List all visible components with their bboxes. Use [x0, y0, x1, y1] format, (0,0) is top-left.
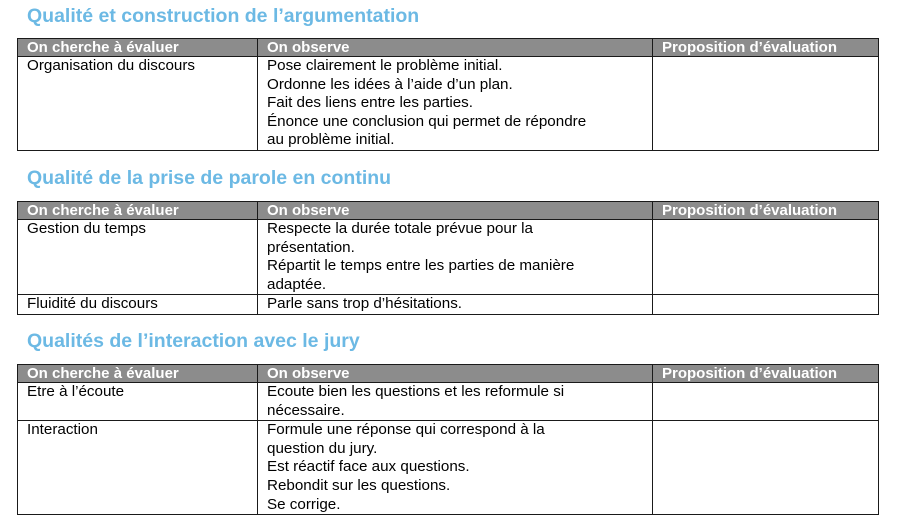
header-criterion: On cherche à évaluer [18, 202, 258, 220]
observation-cell [258, 220, 653, 295]
header-observation: On observe [258, 39, 653, 57]
criterion-cell: Etre à l’écoute [18, 383, 258, 421]
observation-line: Ordonne les idées à l’aide d’un plan. [267, 75, 513, 93]
table-row [18, 220, 879, 295]
criterion-cell: Fluidité du discours [18, 295, 258, 315]
evaluation-cell[interactable] [653, 57, 879, 151]
observation-line: question du jury. [267, 439, 378, 457]
criterion-cell: Organisation du discours [18, 57, 258, 151]
observation-line: Parle sans trop d’hésitations. [267, 295, 463, 313]
observation-line: présentation. [267, 238, 355, 256]
observation-line: Respecte la durée totale prévue pour la [267, 220, 533, 237]
observation-line: Fait des liens entre les parties. [267, 94, 473, 112]
table-header-row [18, 202, 879, 220]
observation-line: Formule une réponse qui correspond à la [267, 421, 545, 439]
header-evaluation: Proposition d’évaluation [653, 365, 879, 383]
table-row [18, 57, 879, 151]
observation-line: Ecoute bien les questions et les reformule si [267, 383, 565, 400]
table-header-row [18, 39, 879, 57]
header-evaluation: Proposition d’évaluation [653, 39, 879, 57]
header-observation: On observe [258, 365, 653, 383]
table-argumentation [17, 38, 879, 151]
observation-cell [258, 57, 653, 151]
observation-line: nécessaire. [267, 401, 345, 419]
table-row [18, 295, 879, 315]
observation-cell [258, 295, 653, 315]
observation-line: au problème initial. [267, 131, 395, 149]
section-title-argumentation: Qualité et construction de l’argumentation [27, 5, 420, 27]
table-row [18, 383, 879, 421]
observation-cell [258, 383, 653, 421]
evaluation-cell[interactable] [653, 295, 879, 315]
observation-line: Pose clairement le problème initial. [267, 57, 503, 74]
evaluation-cell[interactable] [653, 220, 879, 295]
table-interaction [17, 364, 879, 515]
header-criterion: On cherche à évaluer [18, 39, 258, 57]
observation-line: Rebondit sur les questions. [267, 476, 451, 494]
header-criterion: On cherche à évaluer [18, 365, 258, 383]
observation-line: Se corrige. [267, 495, 341, 513]
evaluation-cell[interactable] [653, 383, 879, 421]
evaluation-cell[interactable] [653, 421, 879, 515]
criterion-cell: Gestion du temps [18, 220, 258, 295]
observation-cell [258, 421, 653, 515]
observation-line: Énonce une conclusion qui permet de répondre [267, 112, 587, 130]
table-prise-de-parole [17, 201, 879, 315]
table-header-row [18, 365, 879, 383]
header-observation: On observe [258, 202, 653, 220]
observation-line: Répartit le temps entre les parties de manière [267, 257, 575, 275]
header-evaluation: Proposition d’évaluation [653, 202, 879, 220]
section-title-interaction: Qualités de l’interaction avec le jury [27, 330, 360, 352]
observation-line: Est réactif face aux questions. [267, 458, 470, 476]
table-row [18, 421, 879, 515]
section-title-prise-de-parole: Qualité de la prise de parole en continu [27, 167, 392, 189]
observation-line: adaptée. [267, 275, 327, 293]
criterion-cell: Interaction [18, 421, 258, 515]
